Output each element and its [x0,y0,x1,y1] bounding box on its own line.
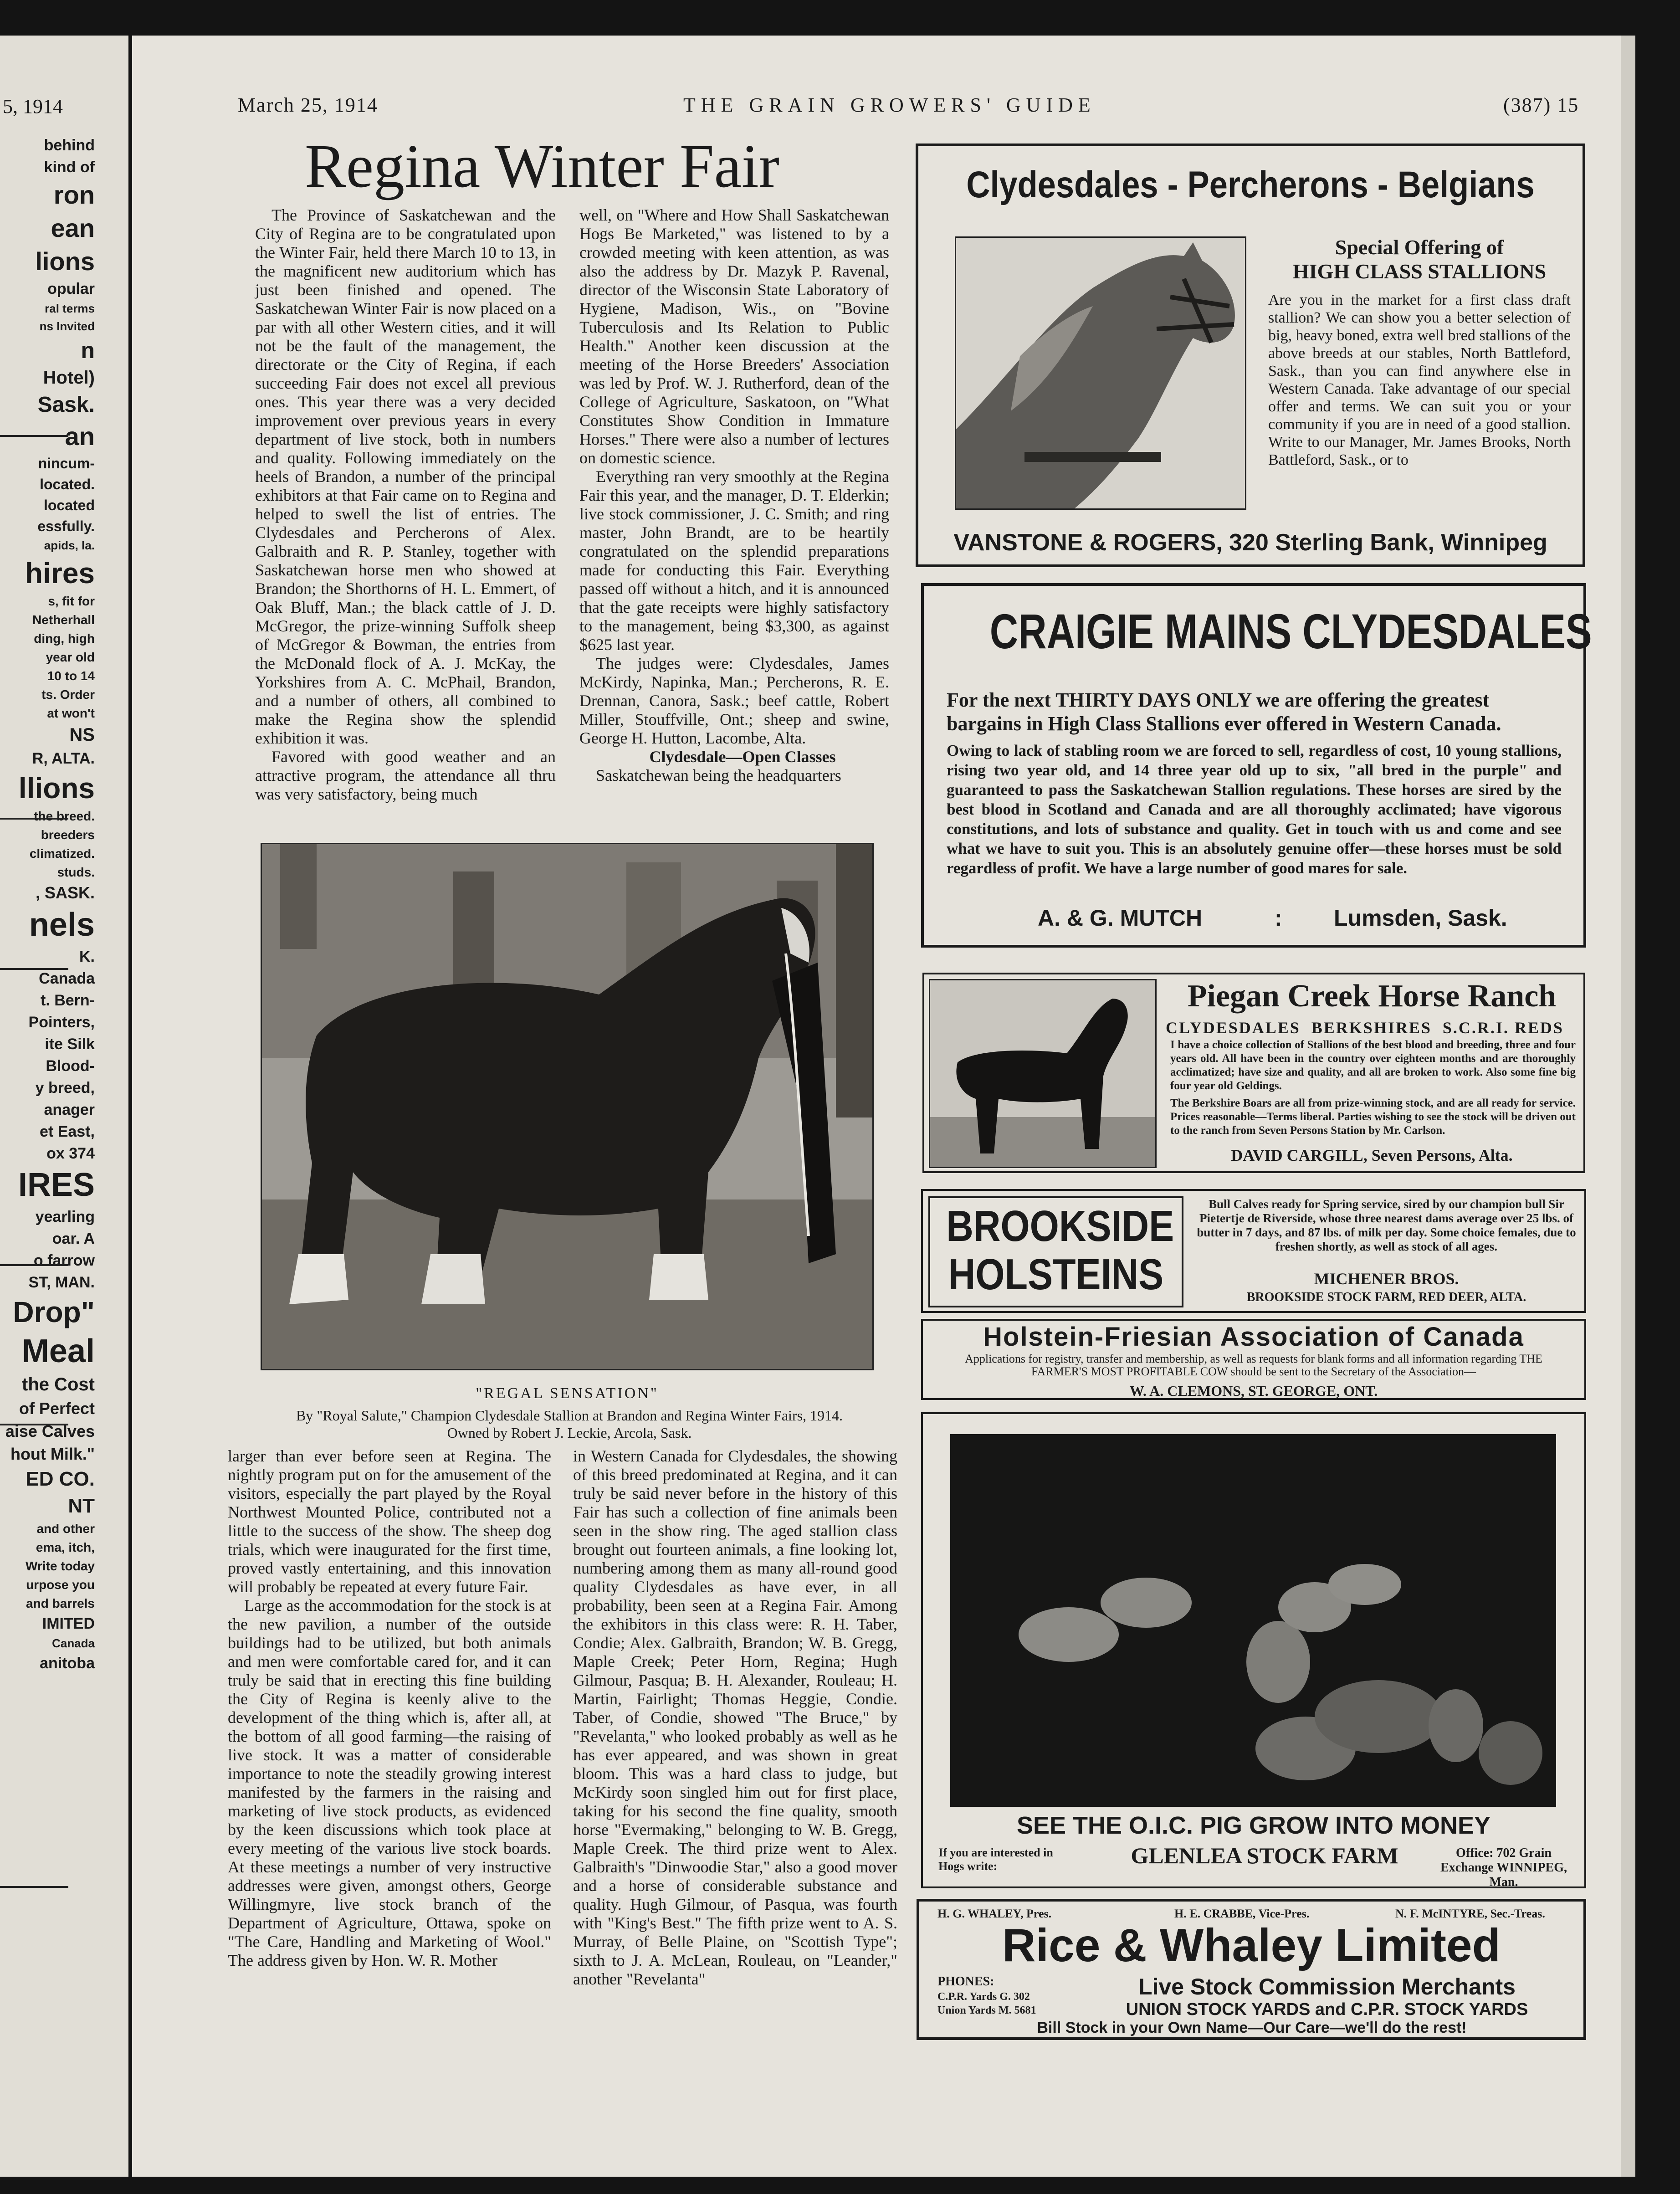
ad-body-1: I have a choice collection of Stallions of the best blood and breeding, three and four years old. All have been in the country over eighteen months and are thoroughly acclimatized; have size and quality, and all are broken to work. Also some fine big four year old Geldings. [1170,1039,1576,1092]
strip-fragment: ite Silk [45,1035,95,1053]
strip-fragment: kind of [44,159,95,176]
strip-ad-border [0,818,68,820]
ad-name: MICHENER BROS. [1314,1270,1459,1288]
article-column-1 [255,206,556,803]
strip-fragment: ema, itch, [36,1540,95,1554]
ad-body: Bull Calves ready for Spring service, sired by our champion bull Sir Pietertje de Riverside, whose three nearest dams average over 25 lbs. of butter in 7 days, and 87 lbs. of milk per day. Some choice females, due to freshen shortly, as well as stock of all ages. [1197,1197,1576,1253]
strip-fragment: K. [79,948,95,965]
horse-photo [929,979,1157,1168]
ad-footer-name: A. & G. MUTCH [1038,905,1203,931]
ad-headline: SEE THE O.I.C. PIG GROW INTO MONEY [1016,1812,1491,1839]
strip-fragment: and other [36,1522,95,1536]
strip-fragment: behind [44,137,95,154]
horse-image [930,980,1155,1167]
strip-fragment: IRES [18,1167,95,1203]
strip-fragment: nincum- [38,455,95,472]
strip-fragment: ron [53,180,95,209]
strip-fragment: s, fit for [48,594,95,608]
strip-fragment: IMITED [42,1615,95,1632]
strip-fragment: ral terms [45,302,95,315]
photo-caption-title: "REGAL SENSATION" [476,1385,659,1402]
ad-office: Office: 702 Grain Exchange WINNIPEG, Man. [1440,1846,1567,1889]
strip-fragment: hout Milk." [10,1445,95,1463]
phone-union: Union Yards M. 5681 [937,2004,1036,2016]
journal-title: THE GRAIN GROWERS' GUIDE [683,94,1096,116]
strip-fragment: Canada [39,970,95,987]
strip-fragment: Hotel) [43,368,95,388]
ad-title-2: HOLSTEINS [948,1250,1164,1299]
strip-fragment: y breed, [35,1079,95,1097]
strip-fragment: 10 to 14 [47,669,95,683]
ad-body: Are you in the market for a first class draft stallion? We can show you a better selection of big, heavy boned, extra well bred stallions of the above breeds at our stables, North Battleford, Sask., than you can find anywhere else in Western Canada. Take advantage of our special offer and terms. We can suit you or your community if you are in need of a good stallion. Write to our Manager, Mr. James Brooks, North Battleford, Sask., or to [1268,292,1571,468]
ad-title: Clydesdales - Percherons - Belgians [966,164,1535,205]
strip-fragment: Drop" [13,1296,95,1328]
strip-fragment: Sask. [37,393,95,417]
article-column-3 [228,1447,551,2126]
ad-footer-separator: : [1275,905,1282,931]
strip-ad-border [0,1424,68,1425]
ad-title-1: BROOKSIDE [946,1202,1174,1251]
ad-note: If you are interested in Hogs write: [938,1846,1053,1873]
page-number: (387) 15 [1503,94,1579,116]
strip-fragment: ean [51,214,95,242]
ad-title: Piegan Creek Horse Ranch [1187,979,1557,1014]
strip-fragment: ding, high [34,631,95,646]
strip-fragment: Meal [21,1333,95,1369]
pigs-photo [950,1434,1556,1807]
strip-ad-border [0,435,68,437]
strip-fragment: and barrels [26,1596,95,1610]
ad-footer: VANSTONE & ROGERS, 320 Sterling Bank, Winnipeg [953,529,1547,556]
strip-fragment: studs. [57,865,95,879]
glenlea-ad [921,1412,1586,1888]
brookside-holsteins-ad [921,1189,1586,1313]
strip-fragment: urpose you [26,1578,95,1592]
strip-fragment: aise Calves [5,1422,95,1440]
paragraph: Everything ran very smoothly at the Regina Fair this year, and the manager, D. T. Elderkin; live stock commissioner, J. C. Smith; and ring master, John Brandt, are to be heartily congratulated on the splendid preparations made for conducting this Fair. Everything passed off without a hitch, and it is announced that the gate receipts were highly satisfactory to the management, being $3,300, as against $625 last year. [579,467,889,654]
paragraph: in Western Canada for Clydesdales, the showing of this breed predominated at Regina, and it can truly be said never before in the history of this Fair has such a collection of fine animals been seen in the show ring. The aged stallion class brought out fourteen animals, a fine looking lot, numbering among them as many all-round good quality Clydesdales as have ever, in all probability, been seen at a Regina Fair. Among the exhibitors in this class were: R. H. Taber, Condie; Alex. Galbraith, Brandon; W. B. Gregg, Maple Creek; Peter Horn, Regina; Hugh Gilmour, Pasqua; B. H. Alexander, Rouleau; H. Martin, Fairlight; Thomas Heggie, Condie. Taber, of Condie, showed "The Bruce," by "Revelanta," who looked probably as well as he has ever appeared, and was shown in great bloom. This was a hard class to judge, but McKirdy soon singled him out for first place, taking for his second the fine quality, smooth horse "Evermaking," belonging to W. B. Gregg, Maple Creek. The third prize went to Alex. Galbraith's "Dinwoodie Star," also a good mover and a horse of considerable substance and quality. Hugh Gilmour, of Pasqua, was fourth with "King's Best." The fifth prize went to A. S. Murray, of Belle Plaine, on "Scottish Type"; sixth to J. A. McLean, Rouleau, on "Leander," another "Revelanta" [573,1447,897,1988]
paragraph: The judges were: Clydesdales, James McKirdy, Napinka, Man.; Percherons, R. E. Drennan, Canora, Sask.; beef cattle, Robert Miller, Stouffville, Ont.; sheep and swine, George H. Hutton, Lacombe, Alta. [579,654,889,747]
strip-fragment: year old [46,650,95,664]
strip-fragment: R, ALTA. [32,750,95,767]
phones-label: PHONES: [937,1974,994,1989]
strip-fragment: NS [69,725,95,745]
strip-fragment: Pointers, [28,1014,95,1031]
strip-fragment: nels [29,907,95,943]
article-column-4 [573,1447,897,2126]
strip-fragment: apids, Ia. [44,538,95,552]
officer-president: H. G. WHALEY, Pres. [937,1907,1052,1920]
strip-fragment: of Perfect [19,1399,95,1418]
strip-fragment: anager [44,1101,95,1118]
strip-fragment: lions [35,247,95,276]
subheading: Clydesdale—Open Classes [649,748,836,766]
paragraph: Large as the accommodation for the stock is at the new pavilion, a number of the outside buildings had to be utilized, but both animals and men were comfortable cared for, and it can truly be said that in erecting this fine building the City of Regina is keenly alive to the development of the thing which is, after all, at the bottom of all good farming—the raising of live stock. It was a matter of considerable importance to note the steadily growing interest manifested by the farmers in the raising and marketing of live stock products, as evidenced by the keen discussions which took place at every meeting of the various live stock boards. At these meetings a number of very instructive addresses were given, amongst others, George Willingmyre, live stock branch of the Department of Agriculture, Ottawa, spoke on "The Care, Handling and Marketing of Wool." The address given by Hon. W. R. Mother [228,1596,551,1969]
strip-fragment: the Cost [22,1374,95,1394]
strip-fragment: oar. A [52,1230,95,1247]
phone-cpr: C.P.R. Yards G. 302 [937,1991,1030,2003]
rice-whaley-ad [917,1899,1586,2040]
strip-fragment: ST, MAN. [28,1274,95,1291]
strip-fragment: t. Bern- [41,992,95,1009]
officer-secretary: N. F. McINTYRE, Sec.-Treas. [1395,1907,1545,1920]
ad-body: Owing to lack of stabling room we are forced to sell, regardless of cost, 10 young stallions, rising two year old, and 14 three year old up to six, "all bred in the purple" and guaranteed to pass the Saskatchewan Stallion regulations. These horses are sired by the best blood in Scotland and Canada and are all thoroughly acclimated; have vigorous constitutions, and lots of substance and quality. Get in touch with us and come and see what we have to suit you. This is an absolutely genuine offer—these horses must be sold regardless of profit. We have a large number of good mares for sale. [947,742,1562,877]
strip-fragment: climatized. [29,846,95,861]
strip-fragment: anitoba [40,1655,95,1672]
strip-fragment: ox 374 [46,1145,95,1162]
strip-ad-border [0,1264,68,1266]
strip-fragment: ts. Order [41,687,95,702]
ad-footer-place: Lumsden, Sask. [1334,905,1507,931]
ad-title: Holstein-Friesian Association of Canada [983,1322,1524,1352]
strip-fragment: essfully. [37,518,95,534]
ad-yards: UNION STOCK YARDS and C.P.R. STOCK YARDS [1126,2000,1528,2019]
ad-footer: W. A. CLEMONS, ST. GEORGE, ONT. [1129,1383,1378,1399]
pigs-image [950,1434,1556,1807]
strip-ad-border [0,1886,68,1888]
ad-body: Applications for registry, transfer and membership, as well as requests for blank forms and all information regarding THE FARMER'S MOST PROFITABLE COW should be sent to the Secretary of the Association— [965,1352,1542,1378]
piegan-creek-ad [922,973,1585,1173]
strip-ad-border [0,968,68,970]
ad-title: CRAIGIE MAINS CLYDESDALES [989,604,1592,659]
strip-fragment: NT [68,1495,95,1517]
ad-body-2: The Berkshire Boars are all from prize-winning stock, and are all ready for service. Prices reasonable—Terms liberal. Parties wishing to see the stock will be driven out to the ranch from Seven Persons Station by Mr. Carlson. [1170,1097,1576,1137]
previous-page-fragments [0,137,127,1986]
horse-head-image [956,238,1245,508]
strip-fragment: ns Invited [39,319,95,333]
ad-subtitle: Live Stock Commission Merchants [1138,1974,1516,1999]
paragraph: well, on "Where and How Shall Saskatchewan Hogs Be Marketed," was listened to by a crowded meeting with keen attention, as was also the address by Dr. Mazyk P. Ravenal, director of the Wisconsin State Laboratory of Hygiene, Madison, Wis., on "Bovine Tuberculosis and Its Relation to Public Health." Another keen discussion at the meeting of the Horse Breeders' Association was led by Prof. W. J. Rutherford, dean of the College of Agriculture, Saskatoon, on "What Constitutes Show Condition in Immature Horses." There were also a number of lectures on domestic science. [579,206,889,467]
strip-fragment: Write today [26,1559,95,1573]
high-class-stallions: HIGH CLASS STALLIONS [1292,260,1547,283]
officer-vice-president: H. E. CRABBE, Vice-Pres. [1174,1907,1310,1920]
issue-date: March 25, 1914 [238,94,378,116]
strip-fragment: an [65,422,95,451]
craigie-mains-ad [921,583,1592,948]
holstein-friesian-ad [921,1319,1586,1400]
strip-fragment: n [81,338,95,363]
horse-head-photo [955,236,1246,510]
ad-farm: GLENLEA STOCK FARM [1131,1843,1398,1868]
strip-fragment: Blood- [46,1057,95,1075]
paragraph: larger than ever before seen at Regina. The nightly program put on for the amusement of the visitors, especially the part played by the Royal Northwest Mounted Police, contributed not a little to the success of the show. The sheep dog trials, which were inaugurated for the first time, proved vastly entertaining, and this innovation will probably be repeated at every future Fair. [228,1447,551,1596]
paragraph: The Province of Saskatchewan and the City of Regina are to be congratulated upon the Winter Fair, held there March 10 to 13, in the magnificent new auditorium which has just been finished and opened. The Saskatchewan Winter Fair is now placed on a par with all other Western cities, and it will not be the fault of the management, the directorate or the City of Regina, if each succeeding Fair does not excel all previous ones. This year there was a very decided improvement over previous years in every department of live stock, both in numbers and quality. Following immediately on the heels of Brandon, a number of the principal exhibitors at that Fair came on to Regina and helped to swell the list of entries. The Clydesdales and Percherons of Alex. Galbraith and R. P. Stanley, together with Saskatchewan horse men who showed at Brandon; the Shorthorns of H. L. Emmert, of Oak Bluff, Man.; the black cattle of J. D. McGregor, the prize-winning Suffolk sheep of McGregor & Bowman, the entries from the McDonald flock of A. J. McKay, the Yorkshires from A. C. McPhail, Brandon, and a number of others, all combined to make the Regina show the splendid exhibition it was. [255,206,556,747]
ad-farm: BROOKSIDE STOCK FARM, RED DEER, ALTA. [1246,1290,1526,1304]
strip-fragment: Netherhall [32,613,95,627]
regal-sensation-photo [261,843,874,1370]
strip-fragment: hires [25,557,95,590]
ad-footer: DAVID CARGILL, Seven Persons, Alta. [1231,1146,1513,1164]
article-title: Regina Winter Fair [305,132,779,200]
strip-fragment: llions [18,772,95,805]
page-edge [1621,36,1635,2177]
strip-fragment: breeders [41,828,95,842]
stallion-image [262,844,872,1369]
strip-fragment: , SASK. [35,883,95,902]
paragraph: Saskatchewan being the headquarters [596,766,841,784]
vanstone-rogers-ad [916,144,1585,567]
special-offering: Special Offering of [1335,236,1504,259]
ad-slogan: Bill Stock in your Own Name—Our Care—we'll do the rest! [1037,2019,1467,2036]
article-column-2 [579,206,889,812]
ad-title: Rice & Whaley Limited [1002,1919,1501,1971]
paragraph: Favored with good weather and an attractive program, the attendance all thru was very satisfactory, being much [255,748,556,803]
strip-fragment: Canada [52,1636,95,1650]
strip-fragment: located [43,497,95,513]
strip-fragment: yearling [35,1208,95,1225]
ad-lead: For the next THIRTY DAYS ONLY we are offering the greatest bargains in High Class Stallions ever offered in Western Canada. [947,689,1501,735]
photo-caption: By "Royal Salute," Champion Clydesdale Stallion at Brandon and Regina Winter Fairs, 1914. Owned by Robert J. Leckie, Arcola, Sask. [296,1407,843,1441]
strip-fragment: the breed. [34,809,95,823]
strip-fragment: opular [47,280,95,297]
ad-breeds: CLYDESDALES BERKSHIRES S.C.R.I. REDS [1166,1019,1564,1037]
strip-fragment: at won't [47,706,95,720]
strip-fragment: o farrow [33,1252,95,1269]
strip-fragment: located. [40,476,95,492]
strip-fragment: ED CO. [26,1468,95,1490]
previous-page-date: 5, 1914 [3,95,63,118]
strip-fragment: et East, [40,1123,95,1140]
